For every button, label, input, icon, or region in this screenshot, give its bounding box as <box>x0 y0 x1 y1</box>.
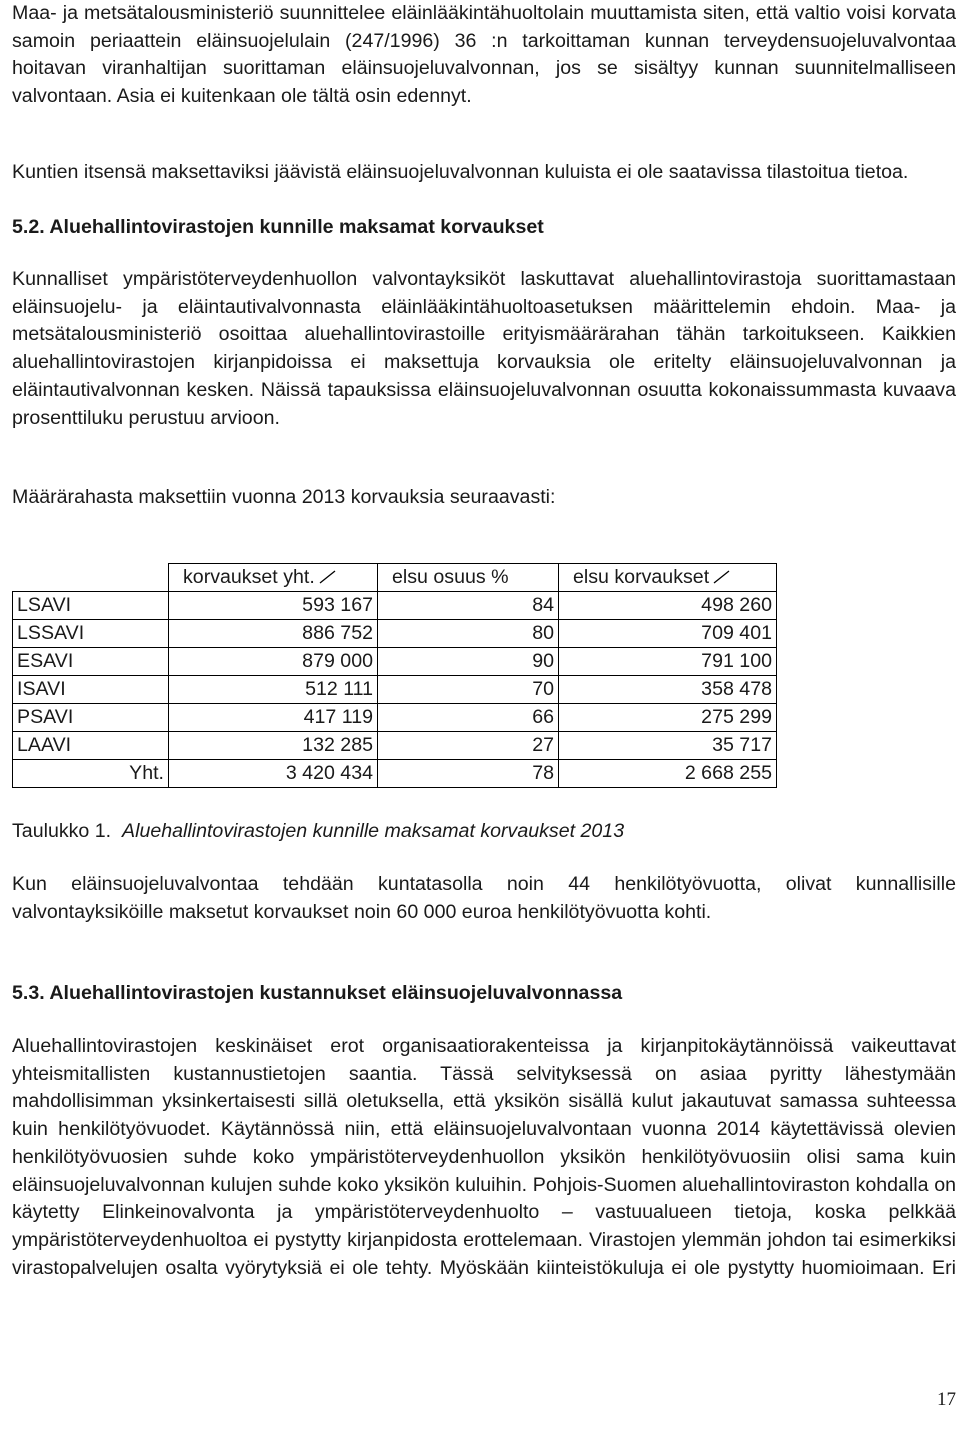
table-cell: 709 401 <box>559 620 777 648</box>
euro-sign-icon <box>319 570 337 584</box>
table-row <box>13 732 777 760</box>
paragraph-4-text: Määrärahasta maksettiin vuonna 2013 korvauksia seuraavasti: <box>12 486 556 508</box>
caption-text: Aluehallintovirastojen kunnille maksamat korvaukset 2013 <box>122 820 625 842</box>
table-row-label: ISAVI <box>13 676 169 704</box>
table-row <box>13 592 777 620</box>
section-heading-5-3 <box>12 980 956 1008</box>
table-cell: 90 <box>378 648 559 676</box>
caption-label: Taulukko 1. <box>12 820 112 842</box>
table-cell: 3 420 434 <box>169 760 378 788</box>
table-cell: 35 717 <box>559 732 777 760</box>
table-cell: 593 167 <box>169 592 378 620</box>
table-cell: 70 <box>378 676 559 704</box>
paragraph-5 <box>12 871 956 926</box>
table-header-cell <box>559 564 777 592</box>
table-cell: 358 478 <box>559 676 777 704</box>
table-cell: 66 <box>378 704 559 732</box>
euro-sign-icon <box>713 570 731 584</box>
table-cell: 27 <box>378 732 559 760</box>
table-row <box>13 648 777 676</box>
table-header-cell <box>13 564 169 592</box>
paragraph-1-text: Maa- ja metsätalousministeriö suunnittelee eläinlääkintähuoltolain muuttamista siten, että valtio voisi korvata samoin periaattein eläinsuojelulain (247/1996) 36 :n tarkoittaman kunnan terveydensuojeluvalvontaa hoitavan viranhaltijan suorittaman eläinsuojeluvalvonnan, jos se sisältyy kunnan suunnitelmalliseen valvontaan. Asia ei kuitenkaan ole tältä osin edennyt. <box>12 2 956 108</box>
paragraph-3 <box>12 266 956 432</box>
table-row <box>13 620 777 648</box>
table-cell: 275 299 <box>559 704 777 732</box>
table-header-cell: elsu osuus % <box>378 564 559 592</box>
table-row-label: PSAVI <box>13 704 169 732</box>
paragraph-4 <box>12 484 956 512</box>
table-row <box>13 704 777 732</box>
table-cell: 78 <box>378 760 559 788</box>
table-row-label: LAAVI <box>13 732 169 760</box>
header-total-label: korvaukset yht. <box>183 566 315 588</box>
paragraph-2-text: Kuntien itsensä maksettaviksi jäävistä eläinsuojeluvalvonnan kuluista ei ole saatavissa tilastoitua tietoa. <box>12 161 909 183</box>
paragraph-3-text: Kunnalliset ympäristöterveydenhuollon valvontayksiköt laskuttavat aluehallintovirastoja suorittamastaan eläinsuojelu- ja eläintautivalvonnasta eläinlääkintähuoltoasetuksen määrittelemin ehdoin. Maa- ja metsätalousministeriö osoittaa aluehallintovirastoille erityismäärärahan tähän tarkoitukseen. Kaikkien aluehallintovirastojen kirjanpidoissa ei maksettuja korvauksia ole eritelty eläinsuojeluvalvonnan ja eläintautivalvonnan kesken. Näissä tapauksissa eläinsuojeluvalvonnan osuutta kokonaissummasta kuvaava prosenttiluku perustuu arvioon. <box>12 268 956 429</box>
table-cell: 512 111 <box>169 676 378 704</box>
heading-5-3-text: 5.3. Aluehallintovirastojen kustannukset eläinsuojeluvalvonnassa <box>12 982 623 1004</box>
paragraph-5-text: Kun eläinsuojeluvalvontaa tehdään kuntatasolla noin 44 henkilötyövuotta, olivat kunnallisille valvontayksiköille maksetut korvaukset noin 60 000 euroa henkilötyövuotta kohti. <box>12 873 956 923</box>
compensation-table <box>12 563 777 788</box>
paragraph-2 <box>12 159 956 187</box>
table-cell: 2 668 255 <box>559 760 777 788</box>
table-cell: 80 <box>378 620 559 648</box>
table-cell: 886 752 <box>169 620 378 648</box>
header-elsu-label: elsu korvaukset <box>573 566 710 588</box>
table-cell: 791 100 <box>559 648 777 676</box>
table-row-label: Yht. <box>13 760 169 788</box>
table-cell: 417 119 <box>169 704 378 732</box>
table-cell: 84 <box>378 592 559 620</box>
table-header-cell <box>169 564 378 592</box>
section-heading-5-2 <box>12 214 956 242</box>
table-body <box>13 592 777 788</box>
paragraph-1 <box>12 0 956 111</box>
table-row-label: LSAVI <box>13 592 169 620</box>
table-header-row <box>13 564 777 592</box>
page-number: 17 <box>937 1389 956 1410</box>
table-cell: 879 000 <box>169 648 378 676</box>
heading-5-2-text: 5.2. Aluehallintovirastojen kunnille maksamat korvaukset <box>12 216 544 238</box>
table-total-row <box>13 760 777 788</box>
table-cell: 132 285 <box>169 732 378 760</box>
paragraph-6-text: Aluehallintovirastojen keskinäiset erot organisaatiorakenteissa ja kirjanpitokäytännöissä vaikeuttavat yhteismitallisten kustannustietojen saantia. Tässä selvityksessä on asiaa pyritty lähestymään mahdollisimman yksinkertaisesti sillä oletuksella, että yksikön sisällä kulut jakautuvat samassa suhteessa kuin henkilötyövuodet. Käytännössä niin, että eläinsuojeluvalvontaan vuonna 2014 käytettävissä olevien henkilötyövuosien suhde koko ympäristöterveydenhuollon yksikön henkilötyövuosiin olisi sama kuin eläinsuojeluvalvonnan kulujen suhde koko yksikön kuluihin. Pohjois-Suomen aluehallintoviraston kohdalla on käytetty Elinkeinovalvonta ja ympäristöterveydenhuolto – vastuualueen tietoja, koska pelkkää ympäristöterveydenhuoltoa ei pystytty kirjanpidosta erottelemaan. Virastojen ylemmän johdon tai esimerkiksi virastopalvelujen osalta vyörytyksiä ei ole tehty. Myöskään kiinteistökuluja ei ole pystytty huomioimaan. Eri <box>12 1035 956 1279</box>
table-row-label: LSSAVI <box>13 620 169 648</box>
table-caption <box>12 818 956 846</box>
table-row-label: ESAVI <box>13 648 169 676</box>
table-row <box>13 676 777 704</box>
table-cell: 498 260 <box>559 592 777 620</box>
paragraph-6 <box>12 1033 956 1282</box>
